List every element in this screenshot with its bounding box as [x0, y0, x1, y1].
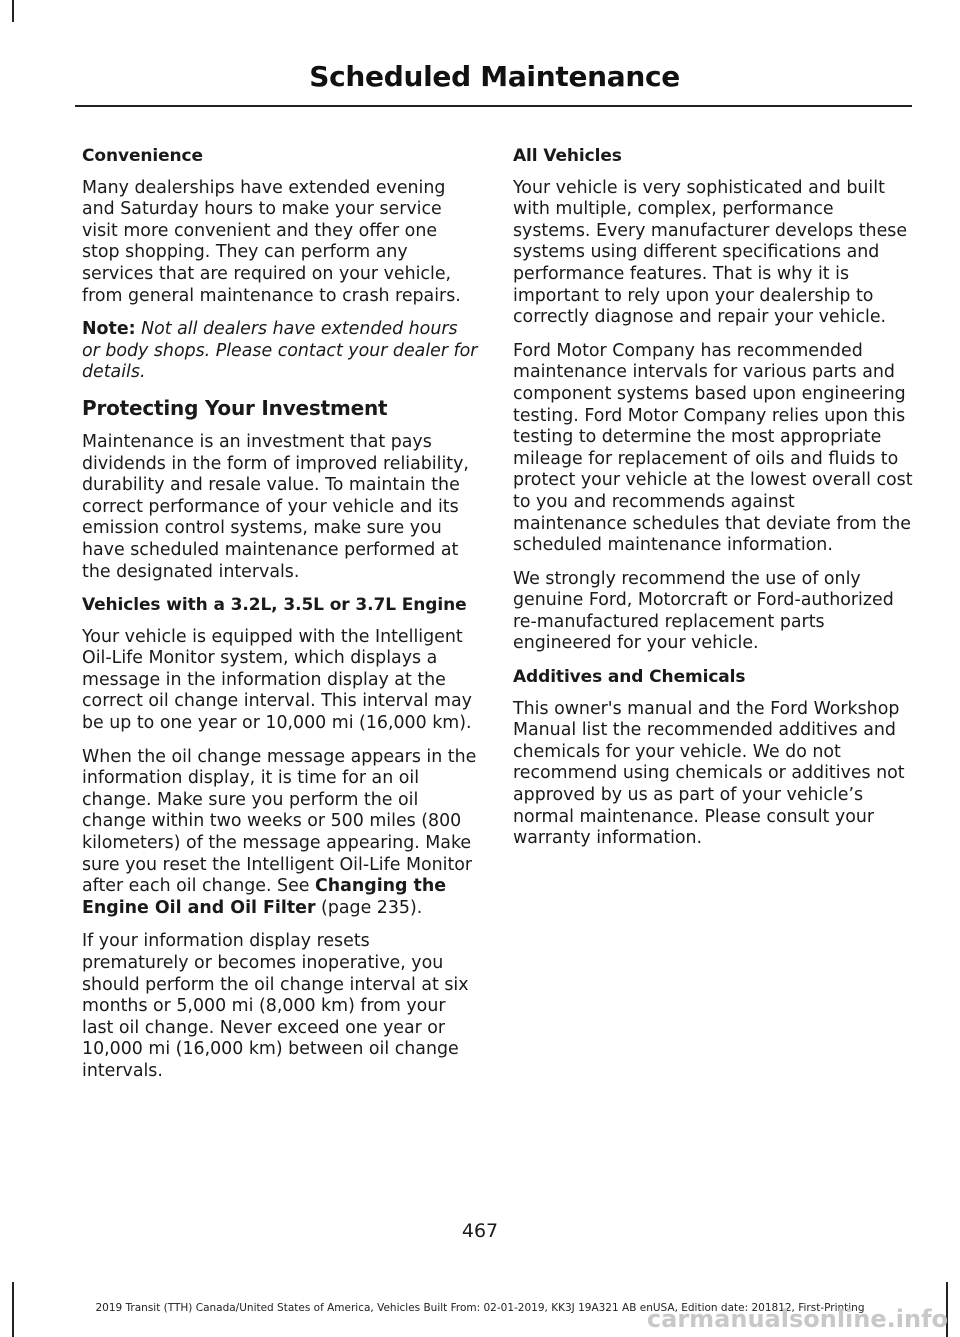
vehicles-paragraph-1: Your vehicle is equipped with the Intelligent Oil-Life Monitor system, which displays a message in the information display at the correct oil change interval. This interval may be up to one year or 10,000 mi (16,000 km). [82, 626, 472, 734]
note-label: Note: [82, 319, 136, 340]
additives-paragraph: This owner's manual and the Ford Workshop Manual list the recommended additives and chemicals for your vehicle. We do not recommend using chemicals or additives not approved by us as part of your vehicle’s normal maintenance. Please consult your warranty information. [513, 698, 905, 849]
convenience-paragraph: Many dealerships have extended evening and Saturday hours to make your service visit more convenient and they offer one stop shopping. They can perform any services that are required on your vehicle, from general maintenance to crash repairs. [82, 177, 461, 306]
oil-change-link[interactable]: Changing the Engine Oil and Oil Filter [82, 876, 447, 918]
page-title: Scheduled Maintenance [309, 60, 680, 93]
convenience-heading: Convenience [82, 146, 203, 166]
footer-edition-info: 2019 Transit (TTH) Canada/United States of America, Vehicles Built From: 02-01-2019, KK3J 19A321 AB enUSA, Edition date: 201812, First-Printing [95, 1302, 865, 1314]
vehicles-paragraph-2-text: When the oil change message appears in the information display, it is time for an oil change. Make sure you perform the oil change within two weeks or 500 miles (800 kilometers) of the message appearing. Make sure you reset the Intelligent Oil-Life Monitor after each oil change. See [82, 746, 477, 897]
protecting-heading: Protecting Your Investment [82, 395, 388, 420]
all-vehicles-paragraph-1: Your vehicle is very sophisticated and built with multiple, complex, performance systems. Every manufacturer develops these systems using different specifications and performance features. That is why it is important to rely upon your dealership to correctly diagnose and repair your vehicle. [513, 177, 908, 328]
vehicles-heading: Vehicles with a 3.2L, 3.5L or 3.7L Engine [82, 595, 467, 616]
watermark: carmanualsonline.info [646, 1305, 948, 1333]
crop-mark-top-left [12, 0, 14, 22]
page-number: 467 [461, 1220, 499, 1242]
all-vehicles-paragraph-2: Ford Motor Company has recommended maintenance intervals for various parts and component systems based upon engineering testing. Ford Motor Company relies upon this testing to determine the most appropriate mileage for replacement of oils and fluids to protect your vehicle at the lowest overall cost to you and recommends against maintenance schedules that deviate from the scheduled maintenance information. [513, 340, 913, 556]
header-rule [75, 105, 912, 107]
all-vehicles-heading: All Vehicles [513, 146, 622, 166]
left-column [82, 146, 478, 1095]
vehicles-paragraph-2 [82, 747, 478, 920]
note-paragraph [82, 319, 478, 384]
protecting-paragraph: Maintenance is an investment that pays dividends in the form of improved reliability, durability and resale value. To maintain the correct performance of your vehicle and its emission control systems, make sure you have scheduled maintenance performed at the designated intervals. [82, 431, 469, 582]
right-column [513, 146, 913, 862]
vehicles-paragraph-3: If your information display resets prematurely or becomes inoperative, you should perform the oil change interval at six months or 5,000 mi (8,000 km) from your last oil change. Never exceed one year or 10,000 mi (16,000 km) between oil change intervals. [82, 931, 469, 1081]
page-reference: (page 235). [315, 897, 423, 918]
additives-heading: Additives and Chemicals [513, 667, 746, 688]
note-text: Not all dealers have extended hours or body shops. Please contact your dealer for details. [82, 319, 478, 383]
all-vehicles-paragraph-3: We strongly recommend the use of only genuine Ford, Motorcraft or Ford-authorized re-manufactured replacement parts engineered for your vehicle. [513, 568, 894, 654]
